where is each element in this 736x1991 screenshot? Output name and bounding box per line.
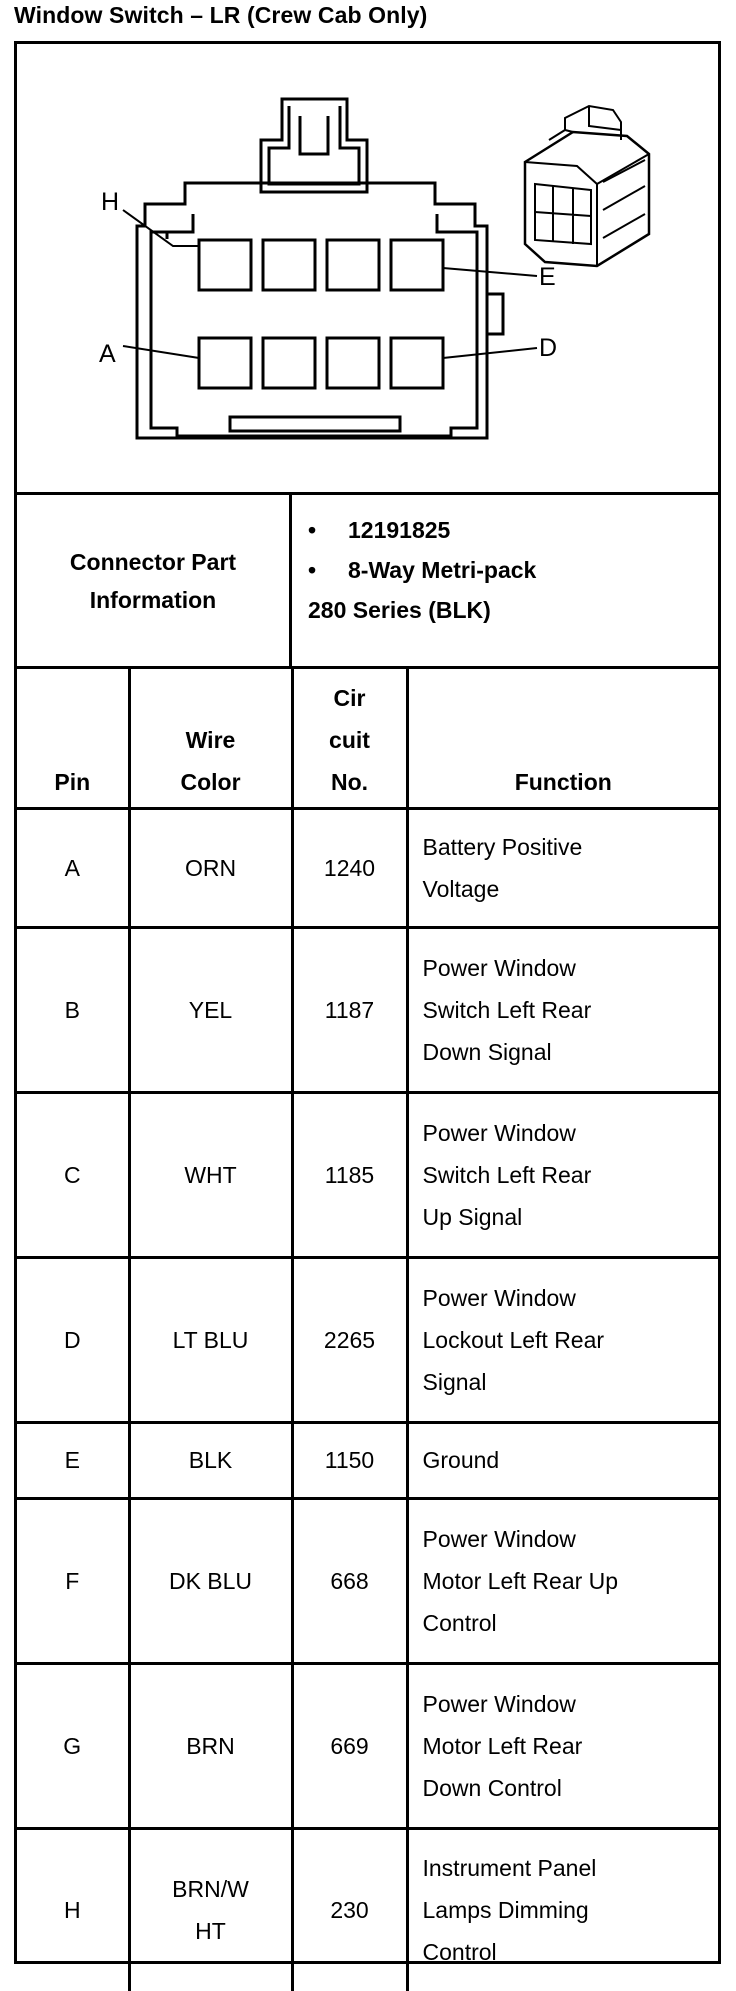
connector-part-details [292,495,718,666]
connector-part-label: Connector Part Information [17,495,292,666]
description-line-2: 280 Series (BLK) [308,597,491,623]
table-row [17,1257,718,1422]
connector-frame [14,41,721,1964]
pin-cell: G [17,1663,129,1828]
wire-color-cell: BRN/W HT [129,1828,292,1991]
function-cell: Power Window Lockout Left Rear Signal [407,1257,718,1422]
function-cell: Power Window Switch Left Rear Down Signal [407,927,718,1092]
connector-description: 8-Way Metri-pack [348,557,537,583]
pin-cell: E [17,1422,129,1498]
table-row [17,927,718,1092]
pinout-table [17,669,718,1991]
part-number-line [308,510,718,550]
bullet-icon: • [308,557,317,583]
part-number: 12191825 [348,517,451,543]
table-row [17,1498,718,1663]
header-wire-color: Wire Color [129,669,292,808]
description-line-1 [308,550,718,590]
function-cell: Ground [407,1422,718,1498]
header-circuit: Cir cuit No. [292,669,407,808]
pin-cell: B [17,927,129,1092]
table-row [17,1663,718,1828]
header-row [17,669,718,808]
circuit-cell: 669 [292,1663,407,1828]
connector-face-drawing [17,44,718,492]
header-function: Function [407,669,718,808]
table-row [17,1422,718,1498]
function-cell: Instrument Panel Lamps Dimming Control [407,1828,718,1991]
function-cell: Power Window Motor Left Rear Up Control [407,1498,718,1663]
wire-color-cell: BRN [129,1663,292,1828]
callout-a: A [99,340,116,368]
connector-diagram [17,44,718,495]
table-row [17,1092,718,1257]
circuit-cell: 668 [292,1498,407,1663]
callout-e: E [539,263,556,291]
bullet-icon: • [308,517,317,543]
connector-part-information [17,495,718,669]
pin-cell: D [17,1257,129,1422]
circuit-cell: 2265 [292,1257,407,1422]
circuit-cell: 1150 [292,1422,407,1498]
pin-cell: A [17,808,129,927]
header-pin: Pin [17,669,129,808]
table-row [17,808,718,927]
wire-color-cell: DK BLU [129,1498,292,1663]
page-title: Window Switch – LR (Crew Cab Only) [14,2,428,28]
callout-d: D [539,334,558,362]
wire-color-cell: WHT [129,1092,292,1257]
callout-h: H [101,188,120,216]
function-cell: Power Window Motor Left Rear Down Control [407,1663,718,1828]
table-row [17,1828,718,1991]
circuit-cell: 230 [292,1828,407,1991]
pin-cell: H [17,1828,129,1991]
circuit-cell: 1187 [292,927,407,1092]
function-cell: Battery Positive Voltage [407,808,718,927]
pin-cell: F [17,1498,129,1663]
circuit-cell: 1185 [292,1092,407,1257]
wire-color-cell: LT BLU [129,1257,292,1422]
wire-color-cell: ORN [129,808,292,927]
wire-color-cell: BLK [129,1422,292,1498]
function-cell: Power Window Switch Left Rear Up Signal [407,1092,718,1257]
wire-color-cell: YEL [129,927,292,1092]
pin-cell: C [17,1092,129,1257]
circuit-cell: 1240 [292,808,407,927]
